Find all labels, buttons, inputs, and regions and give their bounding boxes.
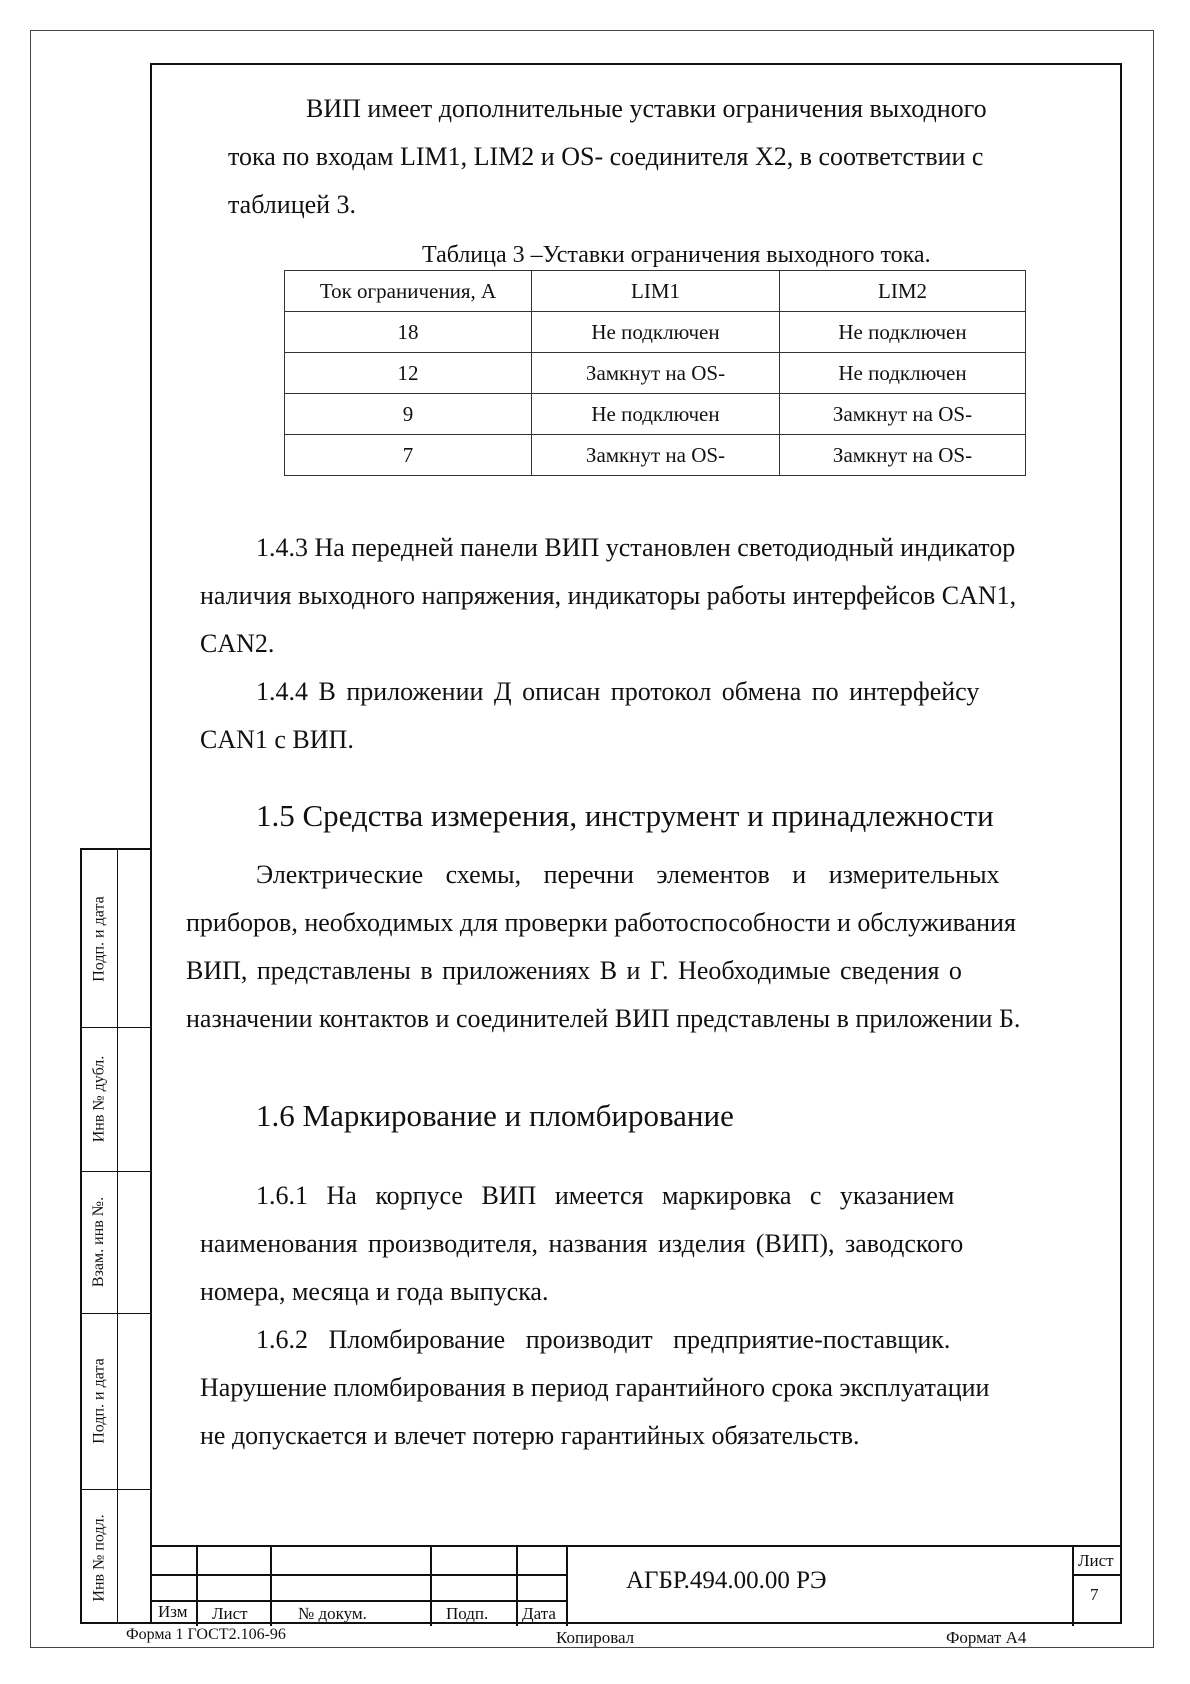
p144-line-1: 1.4.4 В приложении Д описан протокол обмена по интерфейсу bbox=[256, 677, 980, 706]
cell-lim1: Не подключен bbox=[532, 312, 780, 353]
header-lim2: LIM2 bbox=[780, 271, 1026, 312]
sheet-number: 7 bbox=[1090, 1585, 1099, 1604]
p162-line-2: Нарушение пломбирования в период гарантийного срока эксплуатации bbox=[200, 1373, 990, 1402]
cell-lim2: Не подключен bbox=[780, 312, 1026, 353]
stamp-sign-date-2: Подп. и дата bbox=[90, 1358, 108, 1444]
footer-form: Форма 1 ГОСТ2.106-96 bbox=[126, 1626, 286, 1643]
table-caption: Таблица 3 –Уставки ограничения выходного тока. bbox=[422, 242, 931, 268]
sheet-label: Лист bbox=[1078, 1551, 1114, 1570]
p162-line-3: не допускается и влечет потерю гарантийных обязательств. bbox=[200, 1421, 860, 1450]
stamp-vzam-inv: Взам. инв №. bbox=[90, 1196, 108, 1288]
cell-lim1: Замкнут на OS- bbox=[532, 353, 780, 394]
cell-current: 12 bbox=[285, 353, 532, 394]
col-izm: Изм bbox=[158, 1602, 188, 1621]
s15-line-1: Электрические схемы, перечни элементов и измерительных bbox=[256, 860, 1000, 889]
s15-line-3: ВИП, представлены в приложениях В и Г. Необходимые сведения о bbox=[186, 956, 962, 985]
p143-line-1: 1.4.3 На передней панели ВИП установлен светодиодный индикатор bbox=[256, 533, 1016, 562]
s15-line-4: назначении контактов и соединителей ВИП представлены в приложении Б. bbox=[186, 1004, 1021, 1033]
table-header-row bbox=[285, 271, 1026, 312]
header-current: Ток ограничения, А bbox=[285, 271, 532, 312]
side-stamp bbox=[80, 848, 150, 1624]
intro-line-1: ВИП имеет дополнительные уставки ограничения выходного bbox=[306, 94, 987, 123]
limits-table bbox=[284, 270, 1026, 476]
cell-current: 7 bbox=[285, 435, 532, 476]
col-list: Лист bbox=[212, 1604, 248, 1623]
stamp-sign-date-1: Подп. и дата bbox=[90, 895, 108, 982]
p143-line-3: CAN2. bbox=[200, 629, 275, 658]
table-row bbox=[285, 353, 1026, 394]
document-designation: АГБР.494.00.00 РЭ bbox=[626, 1567, 827, 1594]
title-block bbox=[150, 1545, 1122, 1626]
footer-copied: Копировал bbox=[556, 1628, 635, 1647]
stamp-inv-dubl: Инв № дубл. bbox=[90, 1055, 108, 1143]
col-data: Дата bbox=[522, 1604, 556, 1623]
section-1-6-heading: 1.6 Маркирование и пломбирование bbox=[256, 1098, 734, 1133]
cell-lim1: Не подключен bbox=[532, 394, 780, 435]
cell-current: 18 bbox=[285, 312, 532, 353]
p144-line-2: CAN1 с ВИП. bbox=[200, 725, 354, 754]
p161-line-1: 1.6.1 На корпусе ВИП имеется маркировка с указанием bbox=[256, 1181, 955, 1210]
p162-line-1: 1.6.2 Пломбирование производит предприятие-поставщик. bbox=[256, 1325, 951, 1354]
section-1-5-heading: 1.5 Средства измерения, инструмент и принадлежности bbox=[256, 798, 994, 833]
intro-line-2: тока по входам LIM1, LIM2 и OS- соединителя X2, в соответствии с bbox=[228, 142, 984, 171]
cell-lim2: Замкнут на OS- bbox=[780, 394, 1026, 435]
table-row bbox=[285, 312, 1026, 353]
cell-current: 9 bbox=[285, 394, 532, 435]
footer-format: Формат А4 bbox=[946, 1628, 1027, 1647]
col-dokum: № докум. bbox=[298, 1604, 367, 1623]
p143-line-2: наличия выходного напряжения, индикаторы работы интерфейсов CAN1, bbox=[200, 581, 1017, 610]
header-lim1: LIM1 bbox=[532, 271, 780, 312]
table-row bbox=[285, 435, 1026, 476]
stamp-inv-podl: Инв № подл. bbox=[90, 1513, 108, 1602]
col-podp: Подп. bbox=[446, 1604, 489, 1623]
p161-line-3: номера, месяца и года выпуска. bbox=[200, 1277, 549, 1306]
cell-lim2: Не подключен bbox=[780, 353, 1026, 394]
p161-line-2: наименования производителя, названия изделия (ВИП), заводского bbox=[200, 1229, 964, 1258]
table-row bbox=[285, 394, 1026, 435]
s15-line-2: приборов, необходимых для проверки работоспособности и обслуживания bbox=[186, 908, 1016, 937]
cell-lim1: Замкнут на OS- bbox=[532, 435, 780, 476]
cell-lim2: Замкнут на OS- bbox=[780, 435, 1026, 476]
intro-line-3: таблицей 3. bbox=[228, 190, 357, 219]
